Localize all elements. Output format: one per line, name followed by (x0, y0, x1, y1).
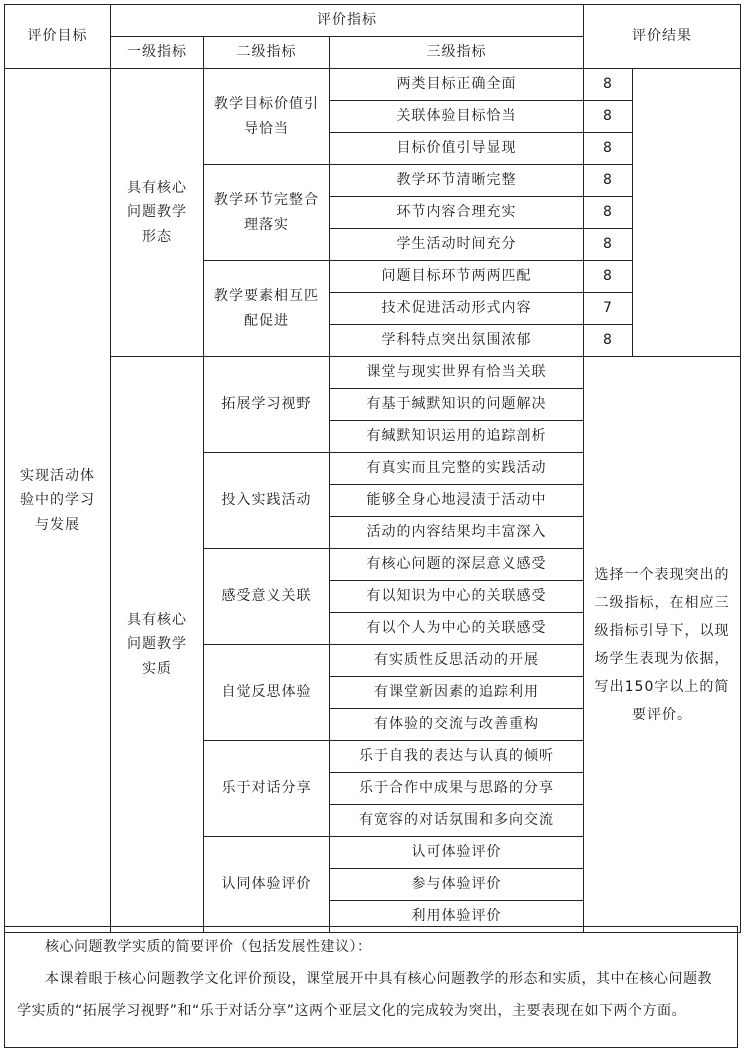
level3-cell: 两类目标正确全面 (330, 69, 584, 101)
level3-cell: 有基于缄默知识的问题解决 (330, 389, 584, 421)
level3-cell: 有以知识为中心的关联感受 (330, 581, 584, 613)
level3-cell: 利用体验评价 (330, 901, 584, 933)
level2-cell: 教学环节完整合理落实 (204, 165, 330, 261)
level2-cell: 拓展学习视野 (204, 357, 330, 453)
level2-cell: 教学要素相互匹配促进 (204, 261, 330, 357)
score-cell: 8 (584, 197, 633, 229)
level3-cell: 有体验的交流与改善重构 (330, 709, 584, 741)
level3-cell: 目标价值引导显现 (330, 133, 584, 165)
level2-cell: 投入实践活动 (204, 453, 330, 549)
header-level1: 一级指标 (111, 37, 204, 69)
level3-cell: 有课堂新因素的追踪利用 (330, 677, 584, 709)
level3-cell: 有缄默知识运用的追踪剖析 (330, 421, 584, 453)
score-cell: 8 (584, 325, 633, 357)
result-blank-cell (633, 69, 741, 357)
level3-cell: 技术促进活动形式内容 (330, 293, 584, 325)
level2-cell: 感受意义关联 (204, 549, 330, 645)
level1-cell: 具有核心问题教学形态 (111, 69, 204, 357)
header-level2: 二级指标 (204, 37, 330, 69)
header-goal: 评价目标 (5, 5, 111, 69)
header-indicators: 评价指标 (111, 5, 584, 37)
header-result: 评价结果 (584, 5, 741, 69)
level2-cell: 教学目标价值引导恰当 (204, 69, 330, 165)
level3-cell: 认可体验评价 (330, 837, 584, 869)
level3-cell: 乐于合作中成果与思路的分享 (330, 773, 584, 805)
header-level3: 三级指标 (330, 37, 584, 69)
level3-cell: 学生活动时间充分 (330, 229, 584, 261)
level3-cell: 参与体验评价 (330, 869, 584, 901)
level3-cell: 有核心问题的深层意义感受 (330, 549, 584, 581)
level2-cell: 自觉反思体验 (204, 645, 330, 741)
level3-cell: 环节内容合理充实 (330, 197, 584, 229)
level3-cell: 有实质性反思活动的开展 (330, 645, 584, 677)
result-note-cell: 选择一个表现突出的二级指标，在相应三级指标引导下，以现场学生表现为依据，写出150字以上的简要评价。 (584, 357, 741, 933)
score-cell: 8 (584, 133, 633, 165)
level3-cell: 学科特点突出氛围浓郁 (330, 325, 584, 357)
level3-cell: 乐于自我的表达与认真的倾听 (330, 741, 584, 773)
level3-cell: 有真实而且完整的实践活动 (330, 453, 584, 485)
level3-cell: 课堂与现实世界有恰当关联 (330, 357, 584, 389)
table-row (5, 69, 741, 101)
level3-cell: 有宽容的对话氛围和多向交流 (330, 805, 584, 837)
score-cell: 8 (584, 69, 633, 101)
level3-cell: 问题目标环节两两匹配 (330, 261, 584, 293)
table-row (5, 357, 741, 389)
summary-body: 本课着眼于核心问题教学文化评价预设，课堂展开中具有核心问题教学的形态和实质，其中在核心问题教学实质的“拓展学习视野”和“乐于对话分享”这两个亚层文化的完成较为突出，主要表现在如下两个方面。 (17, 971, 712, 1019)
score-cell: 7 (584, 293, 633, 325)
level3-cell: 能够全身心地浸渍于活动中 (330, 485, 584, 517)
score-cell: 8 (584, 261, 633, 293)
summary-box (4, 926, 738, 1048)
evaluation-table (4, 4, 741, 933)
level1-cell: 具有核心问题教学实质 (111, 357, 204, 933)
level2-cell: 认同体验评价 (204, 837, 330, 933)
level3-cell: 关联体验目标恰当 (330, 101, 584, 133)
score-cell: 8 (584, 229, 633, 261)
score-cell: 8 (584, 165, 633, 197)
level3-cell: 有以个人为中心的关联感受 (330, 613, 584, 645)
score-cell: 8 (584, 101, 633, 133)
level3-cell: 活动的内容结果均丰富深入 (330, 517, 584, 549)
summary-title: 核心问题教学实质的简要评价（包括发展性建议）： (45, 939, 372, 955)
level3-cell: 教学环节清晰完整 (330, 165, 584, 197)
goal-cell: 实现活动体验中的学习与发展 (5, 69, 111, 933)
level2-cell: 乐于对话分享 (204, 741, 330, 837)
